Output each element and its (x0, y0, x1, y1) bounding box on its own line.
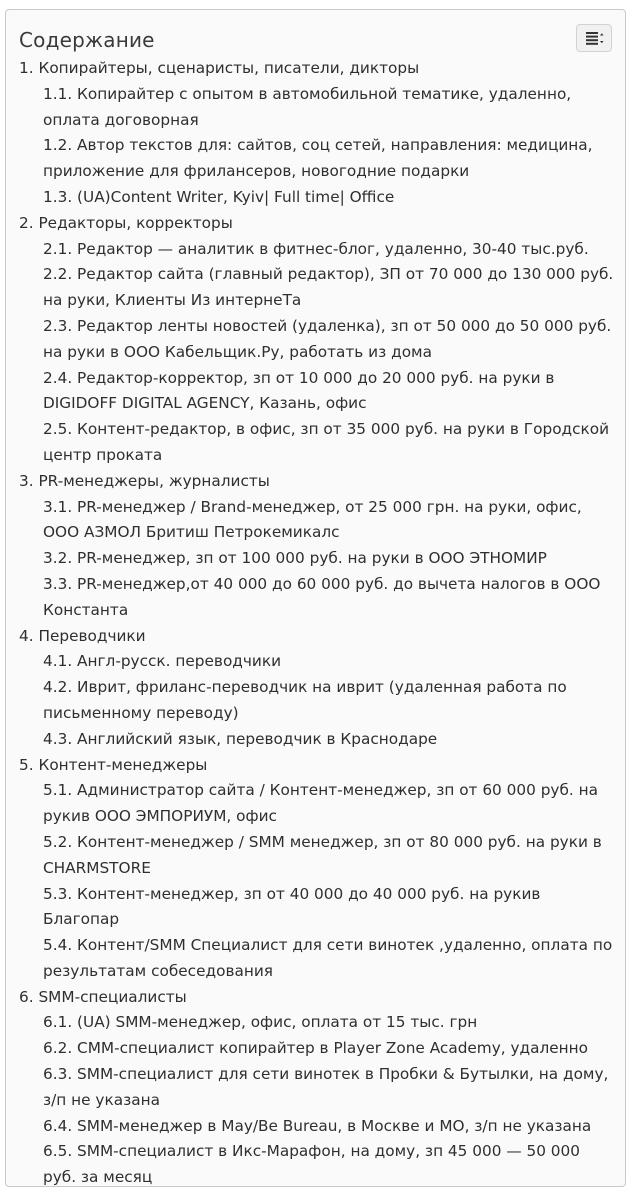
toc-subsection-link[interactable]: 5.2. Контент-менеджер / SMM менеджер, зп от 80 000 руб. на руки в CHARMSTORE (43, 832, 602, 877)
toc-subsection-link[interactable]: 2.2. Редактор сайта (главный редактор), ЗП от 70 000 до 130 000 руб. на руки, Клиенты Из интернеТа (43, 265, 614, 310)
toc-subsection (6, 1036, 625, 1062)
toc-subsection (6, 1062, 625, 1114)
toc-subsection-link[interactable]: 6.2. СММ-специалист копирайтер в Player Zone Academy, удаленно (43, 1039, 589, 1058)
toc-subsection (6, 727, 625, 753)
toc-subsection (6, 778, 625, 830)
toc-subsection (6, 237, 625, 263)
toc-subsection (6, 649, 625, 675)
toc-subsection-list (6, 778, 625, 984)
toc-section-link[interactable]: 5. Контент-менеджеры (19, 755, 208, 774)
toc-subsection-link[interactable]: 1.2. Автор текстов для: сайтов, соц сетей, направления: медицина, приложение для фрилансеров, новогодние подарки (43, 136, 593, 181)
toc-subsection (6, 1139, 625, 1191)
toc-subsection-link[interactable]: 5.3. Контент-менеджер, зп от 40 000 до 40 000 руб. на рукив Благопар (43, 884, 541, 929)
toc-subsection (6, 933, 625, 985)
toc-subsection (6, 882, 625, 934)
toc-subsection (6, 830, 625, 882)
toc-subsection-list (6, 495, 625, 624)
table-of-contents (5, 9, 626, 1187)
toc-subsection-link[interactable]: 3.1. PR-менеджер / Brand-менеджер, от 25 000 грн. на руки, офис, ООО АЗМОЛ Бритиш Петрокемикалс (43, 497, 582, 542)
toc-subsection-list (6, 237, 625, 469)
toc-subsection (6, 262, 625, 314)
toc-section-link[interactable]: 2. Редакторы, корректоры (19, 213, 233, 232)
toc-subsection-list (6, 82, 625, 211)
toc-subsection-list (6, 649, 625, 752)
toc-subsection (6, 572, 625, 624)
toc-subsection-link[interactable]: 2.3. Редактор ленты новостей (удаленка), зп от 50 000 до 50 000 руб. на руки в ООО Кабельщик.Ру, работать из дома (43, 316, 612, 361)
toc-toggle-button[interactable] (576, 24, 612, 52)
toc-subsection-link[interactable]: 1.1. Копирайтер с опытом в автомобильной тематике, удаленно, оплата договорная (43, 84, 572, 129)
toc-subsection (6, 366, 625, 418)
toc-section (6, 56, 625, 82)
toc-section-link[interactable]: 3. PR-менеджеры, журналисты (19, 471, 270, 490)
toc-subsection-link[interactable]: 6.3. SMM-специалист для сети винотек в Пробки & Бутылки, на дому, з/п не указана (43, 1065, 609, 1109)
toc-subsection (6, 185, 625, 211)
toc-subsection-link[interactable]: 6.4. SMM-менеджер в May/Be Bureau, в Москве и МО, з/п не указана (43, 1116, 592, 1135)
toc-subsection-link[interactable]: 2.5. Контент-редактор, в офис, зп от 35 000 руб. на руки в Городской центр проката (43, 420, 610, 464)
toc-subsection (6, 82, 625, 134)
toc-subsection-link[interactable]: 3.3. PR-менеджер,от 40 000 до 60 000 руб. до вычета налогов в ООО Константа (43, 574, 601, 619)
toc-title: Содержание (19, 28, 155, 52)
list-toggle-icon (586, 32, 604, 45)
toc-subsection-link[interactable]: 6.1. (UA) SMM-менеджер, офис, оплата от 15 тыс. грн (43, 1013, 478, 1032)
toc-section-link[interactable]: 6. SMM-специалисты (19, 987, 187, 1006)
toc-section (6, 211, 625, 237)
toc-subsection (6, 675, 625, 727)
toc-subsection (6, 314, 625, 366)
toc-section (6, 753, 625, 779)
toc-subsection (6, 1010, 625, 1036)
toc-subsection-link[interactable]: 3.2. PR-менеджер, зп от 100 000 руб. на руки в ООО ЭТНОМИР (43, 549, 547, 568)
toc-subsection-link[interactable]: 5.1. Администратор сайта / Контент-менеджер, зп от 60 000 руб. на рукив ООО ЭМПОРИУМ, офис (43, 781, 599, 826)
toc-section (6, 469, 625, 495)
toc-subsection (6, 546, 625, 572)
toc-subsection-link[interactable]: 2.1. Редактор — аналитик в фитнес-блог, удаленно, 30-40 тыс.руб. (43, 239, 589, 258)
toc-subsection (6, 1114, 625, 1140)
toc-subsection-link[interactable]: 4.2. Иврит, фриланс-переводчик на иврит (удаленная работа по письменному переводу) (43, 678, 567, 722)
toc-subsection-link[interactable]: 6.5. SMM-специалист в Икс-Марафон, на дому, зп 45 000 — 50 000 руб. за месяц (43, 1142, 580, 1187)
toc-subsection-link[interactable]: 1.3. (UA)Content Writer, Kyiv| Full time| Office (43, 187, 395, 206)
toc-subsection-link[interactable]: 2.4. Редактор-корректор, зп от 10 000 до 20 000 руб. на руки в DIGIDOFF DIGITAL AGENCY, Казань, офис (43, 368, 555, 413)
toc-subsection (6, 133, 625, 185)
toc-subsection-list (6, 1010, 625, 1191)
toc-subsection (6, 417, 625, 469)
toc-subsection-link[interactable]: 4.3. Английский язык, переводчик в Краснодаре (43, 729, 438, 748)
toc-subsection (6, 495, 625, 547)
toc-section (6, 985, 625, 1011)
toc-section-link[interactable]: 4. Переводчики (19, 626, 146, 645)
toc-subsection-link[interactable]: 5.4. Контент/SMM Специалист для сети винотек ,удаленно, оплата по результатам собеседования (43, 936, 613, 980)
toc-list (6, 56, 625, 1191)
toc-section-link[interactable]: 1. Копирайтеры, сценаристы, писатели, дикторы (19, 59, 420, 77)
toc-section (6, 624, 625, 650)
toc-subsection-link[interactable]: 4.1. Англ-русск. переводчики (43, 652, 282, 671)
